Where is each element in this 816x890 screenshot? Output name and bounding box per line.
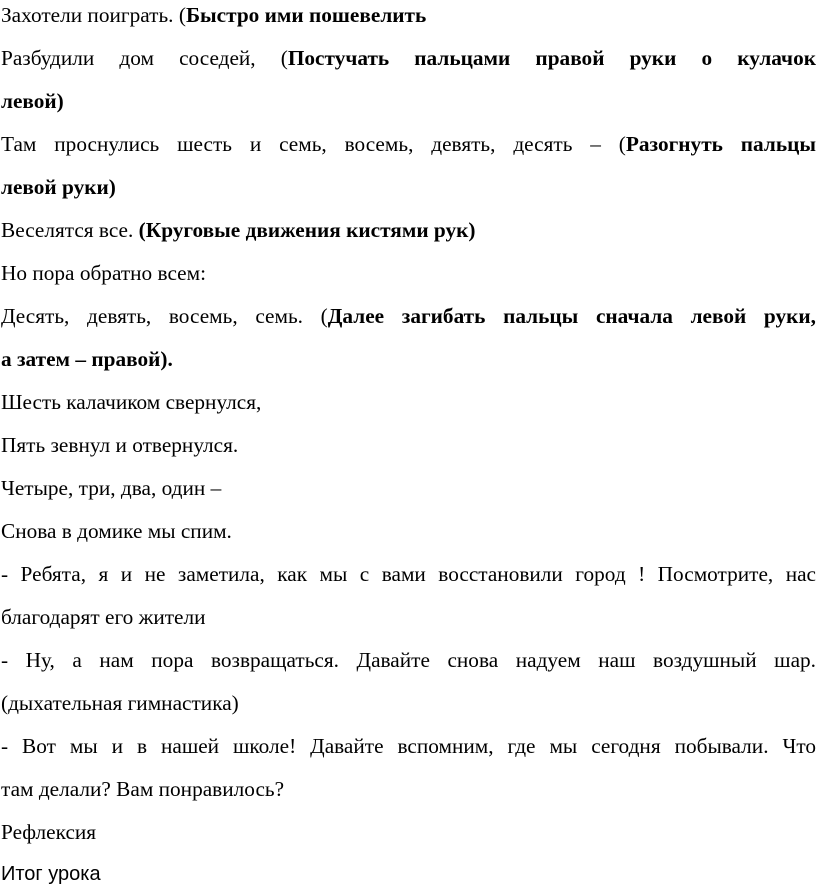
line-17-normal: (дыхательная гимнастика)	[1, 691, 239, 715]
text-line-11	[1, 431, 816, 459]
text-line-2	[1, 44, 816, 72]
line-2-bold: Постучать пальцами правой руки о кулачок	[287, 46, 816, 70]
line-10-normal: Шесть калачиком свернулся,	[1, 390, 262, 414]
text-line-9	[1, 345, 816, 373]
line-6-normal: Веселятся все.	[1, 218, 139, 242]
line-5-bold: левой руки)	[1, 175, 116, 199]
line-9-bold: а затем – правой).	[1, 347, 173, 371]
text-line-18	[1, 732, 816, 760]
text-line-10	[1, 388, 816, 416]
line-3-bold: левой)	[1, 89, 64, 113]
line-12-normal: Четыре, три, два, один –	[1, 476, 222, 500]
text-line-14	[1, 560, 816, 588]
line-4-normal: Там проснулись шесть и семь, восемь, девять, десять – (	[1, 132, 626, 156]
text-line-1	[1, 1, 816, 29]
text-line-12	[1, 474, 816, 502]
text-line-19	[1, 775, 816, 803]
line-11-normal: Пять зевнул и отвернулся.	[1, 433, 239, 457]
text-line-3	[1, 87, 816, 115]
line-4-bold: Разогнуть пальцы	[625, 132, 816, 156]
text-line-7	[1, 259, 816, 287]
line-16-normal: - Ну, а нам пора возвращаться. Давайте снова надуем наш воздушный шар.	[1, 648, 816, 672]
line-8-bold: Далее загибать пальцы сначала левой руки,	[327, 304, 816, 328]
text-line-20	[1, 818, 816, 846]
line-21-normal: Итог урока	[1, 863, 101, 885]
line-7-normal: Но пора обратно всем:	[1, 261, 207, 285]
line-13-normal: Снова в домике мы спим.	[1, 519, 232, 543]
line-2-normal: Разбудили дом соседей, (	[1, 46, 288, 70]
line-18-normal: - Вот мы и в нашей школе! Давайте вспомним, где мы сегодня побывали. Что	[1, 734, 816, 758]
text-line-16	[1, 646, 816, 674]
text-line-21	[1, 860, 816, 888]
line-19-normal: там делали? Вам понравилось?	[1, 777, 285, 801]
line-8-normal: Десять, девять, восемь, семь. (	[1, 304, 328, 328]
text-line-8	[1, 302, 816, 330]
line-1-bold: Быстро ими пошевелить	[185, 3, 427, 27]
text-line-15	[1, 603, 816, 631]
text-line-13	[1, 517, 816, 545]
text-line-5	[1, 173, 816, 201]
line-1-normal: Захотели поиграть. (	[1, 3, 186, 27]
text-line-17	[1, 689, 816, 717]
line-20-normal: Рефлексия	[1, 820, 97, 844]
line-14-normal: - Ребята, я и не заметила, как мы с вами восстановили город ! Посмотрите, нас	[1, 562, 816, 586]
text-line-4	[1, 130, 816, 158]
line-6-bold: (Круговые движения кистями рук)	[138, 218, 476, 242]
text-line-6	[1, 216, 816, 244]
line-15-normal: благодарят его жители	[1, 605, 206, 629]
